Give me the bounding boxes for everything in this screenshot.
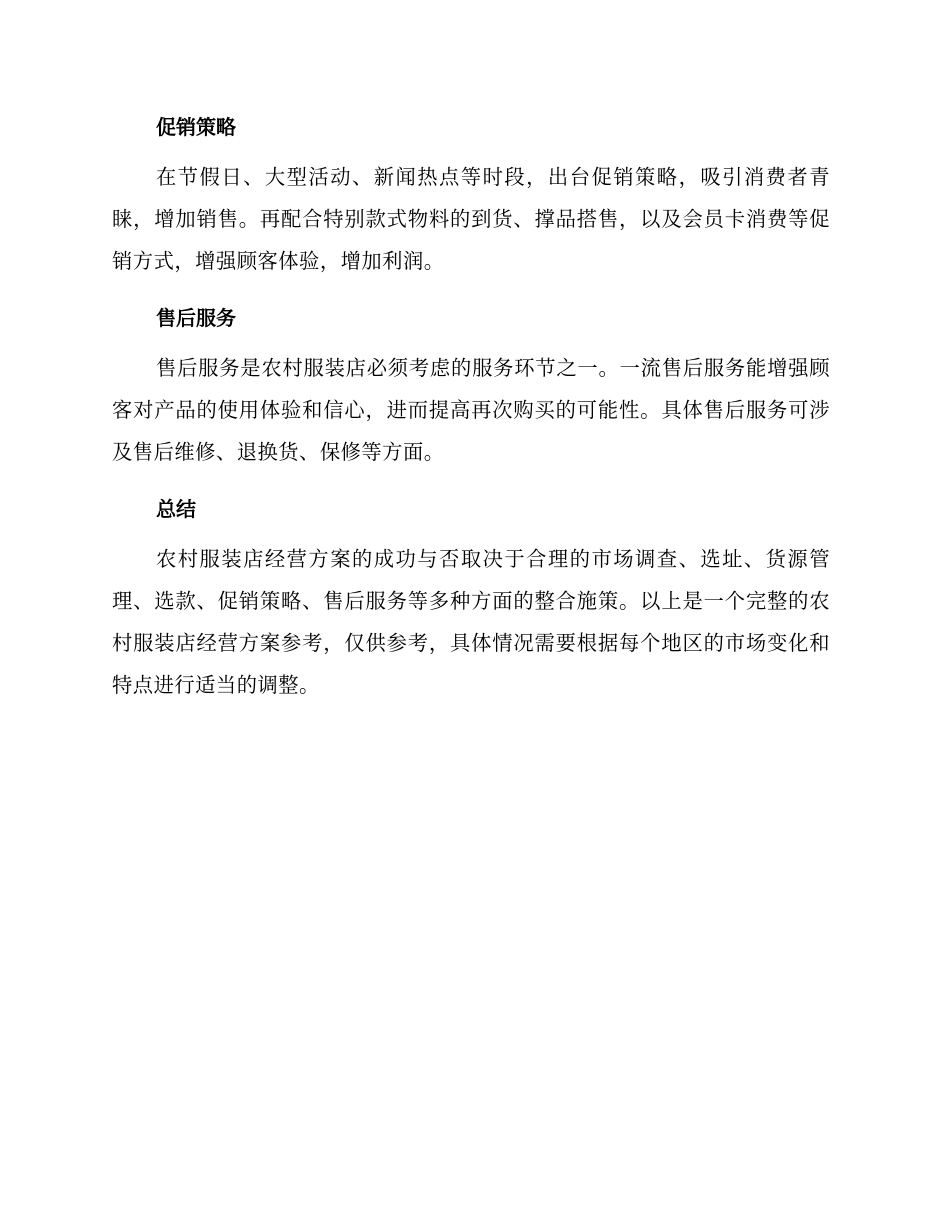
section-heading: 总结 bbox=[156, 497, 196, 521]
section-promotion-strategy bbox=[112, 112, 830, 282]
section-summary bbox=[112, 494, 830, 706]
section-after-sales-service bbox=[112, 303, 830, 473]
section-paragraph: 农村服装店经营方案的成功与否取决于合理的市场调查、选址、货源管理、选款、促销策略、售后服务等多种方面的整合施策。以上是一个完整的农村服装店经营方案参考，仅供参考，具体情况需要根据每个地区的市场变化和特点进行适当的调整。 bbox=[112, 547, 830, 697]
section-heading: 售后服务 bbox=[156, 306, 236, 330]
section-paragraph: 在节假日、大型活动、新闻热点等时段，出台促销策略，吸引消费者青睐，增加销售。再配合特别款式物料的到货、撑品搭售，以及会员卡消费等促销方式，增强顾客体验，增加利润。 bbox=[112, 165, 830, 273]
section-paragraph: 售后服务是农村服装店必须考虑的服务环节之一。一流售后服务能增强顾客对产品的使用体验和信心，进而提高再次购买的可能性。具体售后服务可涉及售后维修、退换货、保修等方面。 bbox=[112, 356, 830, 464]
section-heading: 促销策略 bbox=[156, 115, 236, 139]
